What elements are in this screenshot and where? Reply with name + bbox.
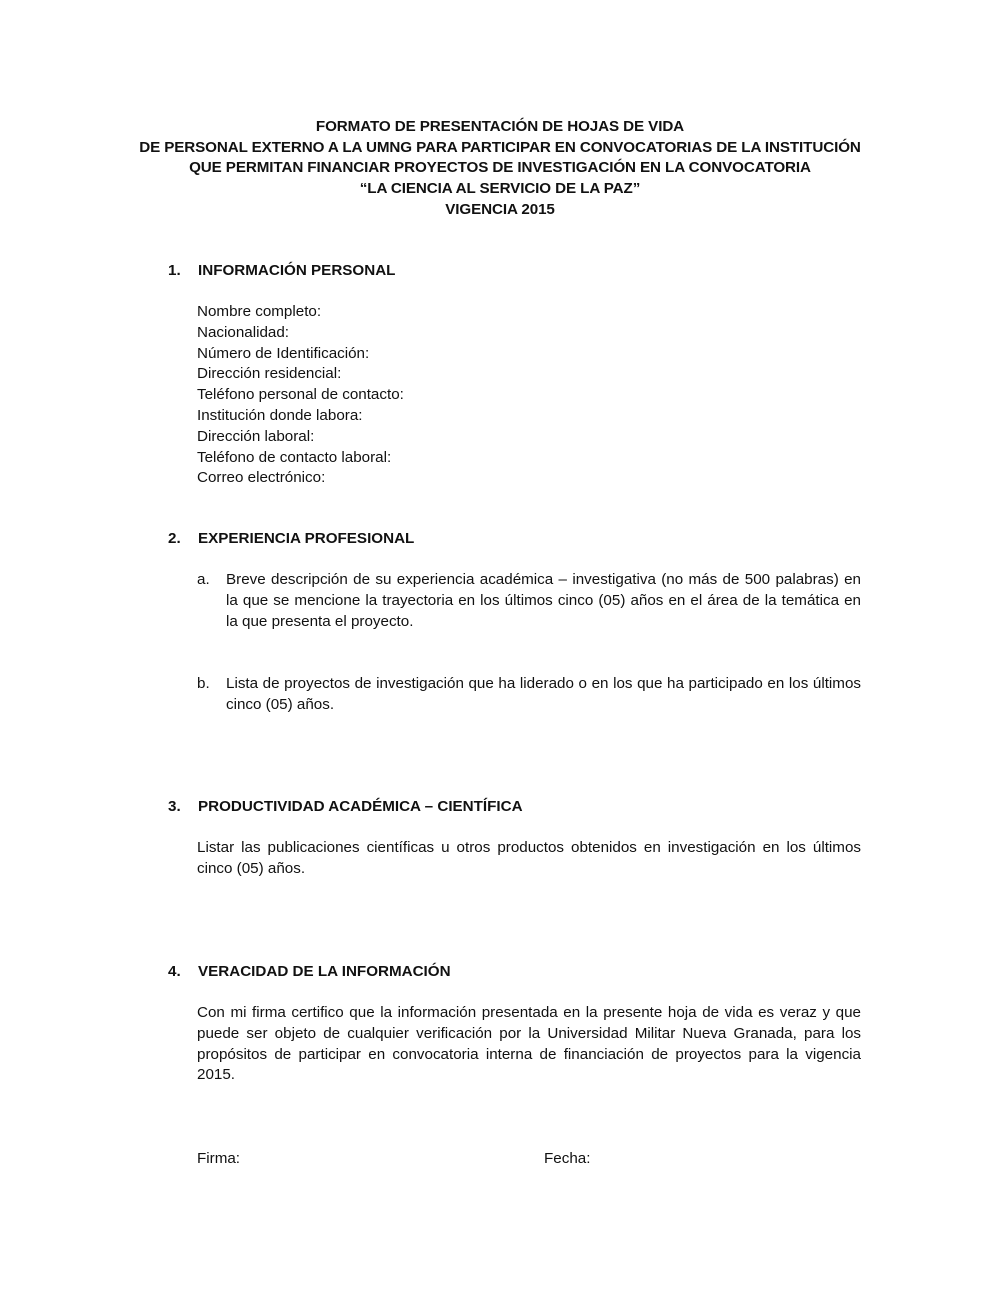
personal-info-fields xyxy=(197,302,861,489)
section-4-title: VERACIDAD DE LA INFORMACIÓN xyxy=(198,963,451,980)
field-direccion-residencial: Dirección residencial: xyxy=(197,365,342,383)
section-3-title: PRODUCTIVIDAD ACADÉMICA – CIENTÍFICA xyxy=(198,798,523,815)
section-2-item-a xyxy=(197,570,861,632)
section-2-heading xyxy=(168,529,414,549)
title-line-5: VIGENCIA 2015 xyxy=(445,200,555,218)
field-telefono-laboral: Teléfono de contacto laboral: xyxy=(197,448,392,466)
section-2-item-b xyxy=(197,674,861,716)
field-institucion: Institución donde labora: xyxy=(197,406,363,424)
title-line-2: DE PERSONAL EXTERNO A LA UMNG PARA PARTICIPAR EN CONVOCATORIAS DE LA INSTITUCIÓN xyxy=(139,138,861,156)
section-3-heading xyxy=(168,797,523,817)
item-b-letter: b. xyxy=(197,675,210,692)
section-2-number: 2. xyxy=(168,530,181,547)
section-3-text: Listar las publicaciones científicas u otros productos obtenidos en investigación en los últimos cinco (05) años. xyxy=(197,839,861,877)
field-correo-electronico: Correo electrónico: xyxy=(197,469,326,487)
section-4-text: Con mi firma certifico que la información presentada en la presente hoja de vida es veraz y que puede ser objeto de cualquier verificación por la Universidad Militar Nueva Granada, para los propósitos de participar en convocatoria interna de financiación de proyectos para la vigencia 2015. xyxy=(197,1004,861,1084)
section-3-number: 3. xyxy=(168,798,181,815)
section-4-heading xyxy=(168,962,451,982)
section-1-number: 1. xyxy=(168,262,181,279)
section-1-heading xyxy=(168,261,395,281)
fecha-label: Fecha: xyxy=(544,1150,591,1167)
field-direccion-laboral: Dirección laboral: xyxy=(197,427,315,445)
item-b-text: Lista de proyectos de investigación que ha liderado o en los que ha participado en los últimos cinco (05) años. xyxy=(226,675,861,713)
field-numero-identificacion: Número de Identificación: xyxy=(197,344,370,362)
section-1-title: INFORMACIÓN PERSONAL xyxy=(198,262,396,279)
section-2-title: EXPERIENCIA PROFESIONAL xyxy=(198,530,415,547)
field-nombre-completo: Nombre completo: xyxy=(197,303,322,320)
item-a-letter: a. xyxy=(197,571,210,588)
document-title xyxy=(0,117,1000,221)
title-line-3: QUE PERMITAN FINANCIAR PROYECTOS DE INVESTIGACIÓN EN LA CONVOCATORIA xyxy=(189,159,811,177)
firma-label: Firma: xyxy=(197,1150,241,1167)
title-line-4: “LA CIENCIA AL SERVICIO DE LA PAZ” xyxy=(359,180,641,198)
field-nacionalidad: Nacionalidad: xyxy=(197,323,290,341)
field-telefono-personal: Teléfono personal de contacto: xyxy=(197,386,404,404)
item-a-text: Breve descripción de su experiencia académica – investigativa (no más de 500 palabras) en la que se mencione la trayectoria en los últimos cinco (05) años en el área de la temática en la que presenta el proyecto. xyxy=(226,571,861,630)
title-line-1: FORMATO DE PRESENTACIÓN DE HOJAS DE VIDA xyxy=(315,118,685,135)
section-4-number: 4. xyxy=(168,963,181,980)
